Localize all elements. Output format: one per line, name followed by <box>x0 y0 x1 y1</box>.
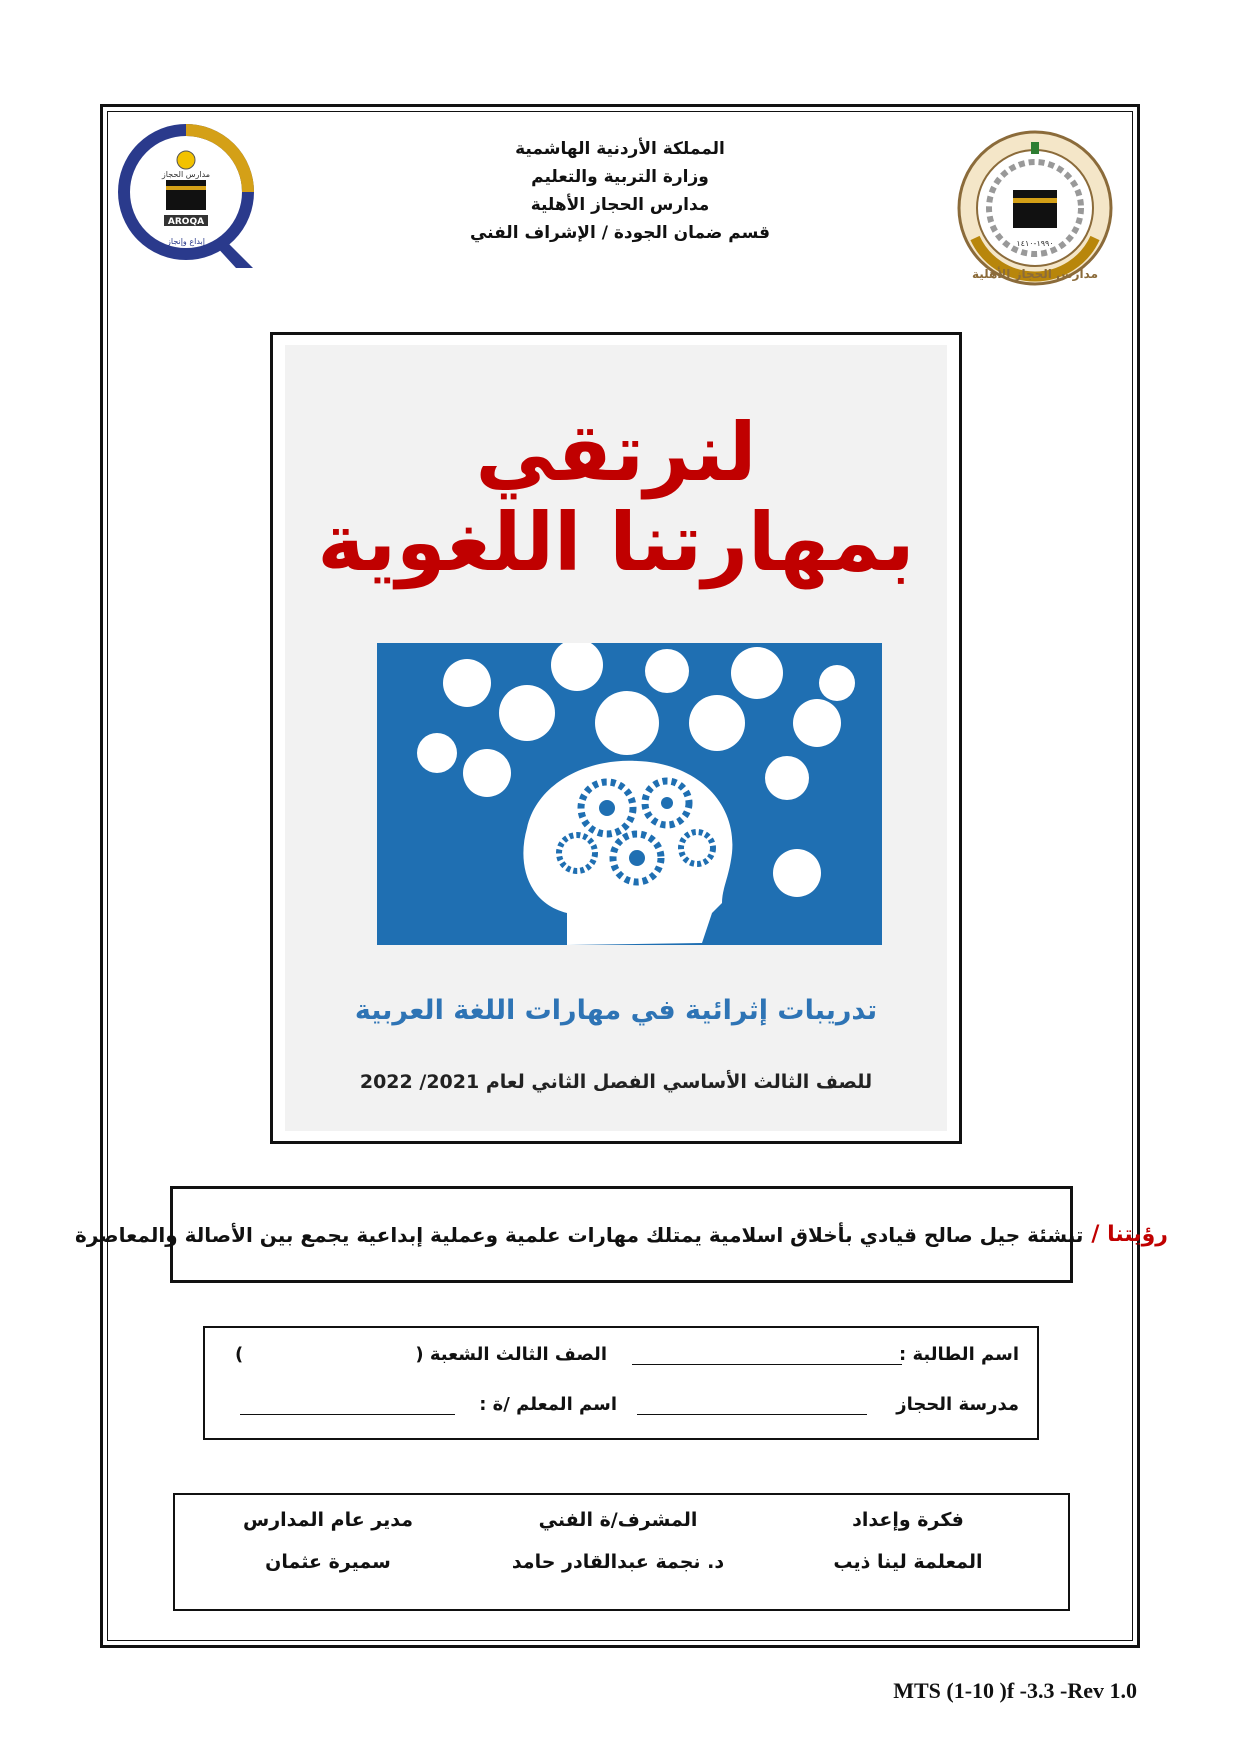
aroqa-logo <box>118 120 258 270</box>
svg-text:إبداع وإنجاز: إبداع وإنجاز <box>167 237 205 246</box>
student-info-box <box>203 1326 1039 1440</box>
student-name-label: اسم الطالبة : <box>899 1344 1019 1365</box>
document-code: MTS (1-10 )f -3.3 -Rev 1.0 <box>893 1678 1137 1703</box>
cover-title-line2: بمهارتنا اللغوية <box>317 496 915 589</box>
cover-panel <box>285 345 947 1131</box>
hijaz-schools-logo <box>955 128 1115 288</box>
svg-text:مدارس الحجاز: مدارس الحجاز <box>161 170 211 179</box>
grade-section-label: الصف الثالث الشعبة ( <box>415 1344 607 1365</box>
header-line: المملكة الأردنية الهاشمية <box>515 139 725 159</box>
school-label: مدرسة الحجاز <box>896 1394 1019 1415</box>
signature-prepared-by <box>778 1509 1038 1573</box>
signature-role: فكرة وإعداد <box>852 1509 964 1531</box>
ministry-header <box>420 135 820 247</box>
vision-statement-box <box>75 1186 1168 1283</box>
header-line: وزارة التربية والتعليم <box>531 167 709 187</box>
teacher-name-label: اسم المعلم /ة : <box>479 1394 617 1415</box>
signature-name: المعلمة لينا ذيب <box>833 1551 983 1573</box>
cover-box <box>270 332 962 1144</box>
signature-supervisor <box>488 1509 748 1573</box>
signature-name: د. نجمة عبدالقادر حامد <box>511 1551 725 1573</box>
svg-text:AROQA: AROQA <box>167 217 205 227</box>
svg-text:١٩٩٠-١٤١٠: ١٩٩٠-١٤١٠ <box>1016 239 1054 248</box>
signature-role: المشرف/ة الفني <box>538 1509 698 1531</box>
cover-subtitle: تدريبات إثرائية في مهارات اللغة العربية <box>354 995 878 1026</box>
brain-gears-illustration <box>377 643 882 945</box>
header-line: قسم ضمان الجودة / الإشراف الفني <box>469 223 771 243</box>
school-field[interactable] <box>637 1394 867 1415</box>
signature-role: مدير عام المدارس <box>243 1509 413 1531</box>
signatures-box <box>173 1493 1070 1611</box>
grade-year-line: للصف الثالث الأساسي الفصل الثاني لعام 2021/ 2022 <box>359 1071 873 1093</box>
vision-label: رؤيتنا / <box>1091 1222 1168 1247</box>
signature-name: سميرة عثمان <box>265 1551 391 1573</box>
svg-text:مدارس الحجاز الأهلية: مدارس الحجاز الأهلية <box>971 267 1099 281</box>
header-line: مدارس الحجاز الأهلية <box>530 195 710 215</box>
signature-director <box>198 1509 458 1573</box>
grade-section-close: ) <box>235 1344 244 1365</box>
teacher-name-field[interactable] <box>240 1394 455 1415</box>
student-name-field[interactable] <box>632 1344 902 1365</box>
cover-title-line1: لنرتقي <box>475 406 757 499</box>
vision-text: تنشئة جيل صالح قيادي بأخلاق اسلامية يمتلك مهارات علمية وعملية إبداعية يجمع بين الأصالة والمعاصرة <box>75 1222 1084 1247</box>
